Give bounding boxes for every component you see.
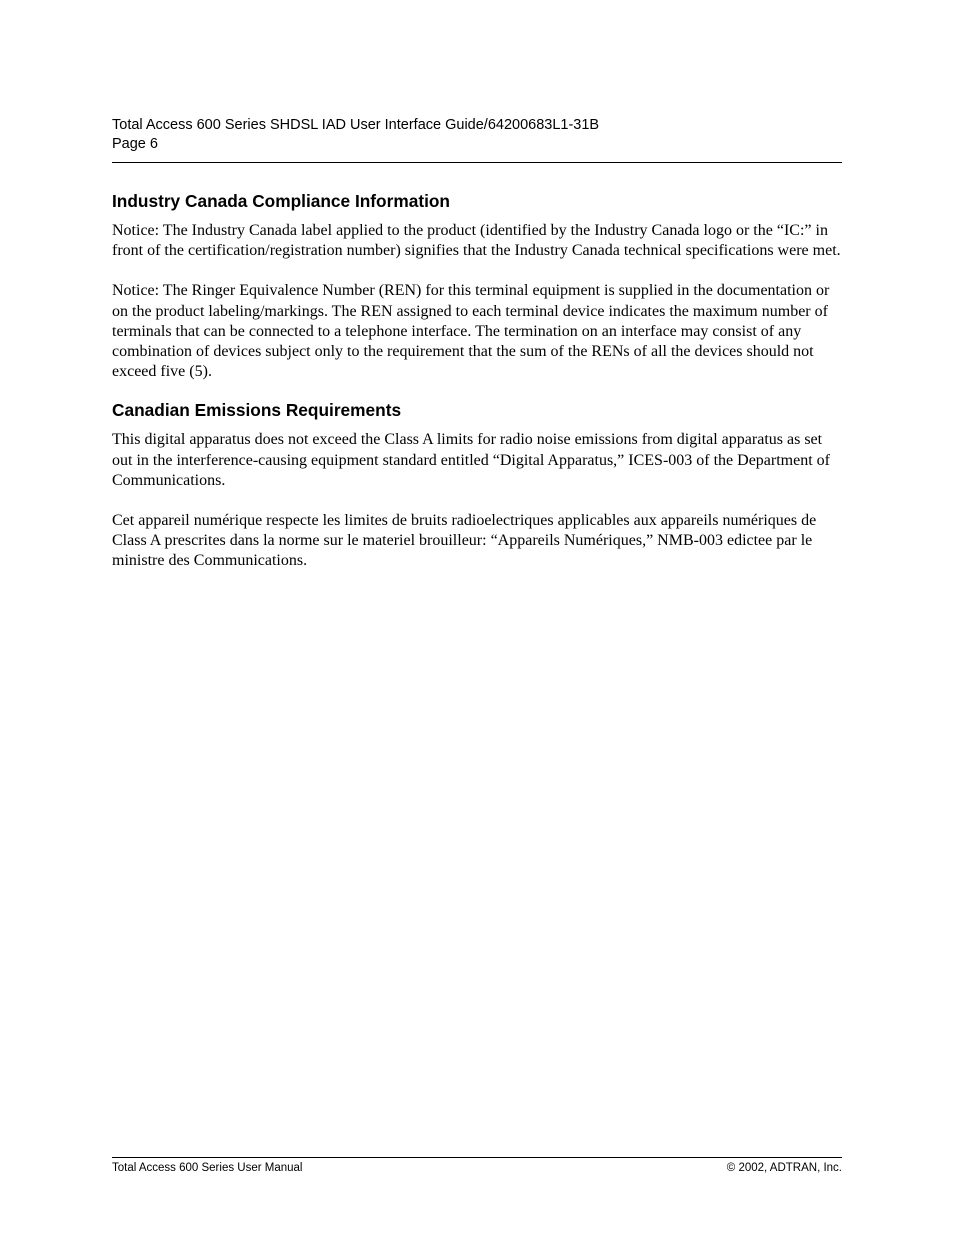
document-title: Total Access 600 Series SHDSL IAD User Interface Guide/64200683L1-31B [112,117,600,133]
paragraph: Notice: The Industry Canada label applied to the product (identified by the Industry Canada logo or the “IC:” in front of the certification/registration number) signifies that the Industry Canada technical specifications were met. [112,222,841,260]
page-content [112,190,844,592]
page-number: Page 6 [112,136,158,152]
page-header [112,116,842,154]
footer-manual-title: Total Access 600 Series User Manual [112,1162,303,1174]
paragraph: Notice: The Ringer Equivalence Number (REN) for this terminal equipment is supplied in the documentation or on the product labeling/markings. The REN assigned to each terminal device indicates the maximum number of terminals that can be connected to a telephone interface. The termination on an interface may consist of any combination of devices subject only to the requirement that the sum of the RENs of all the devices should not exceed five (5). [112,282,830,381]
section-industry-canada-compliance [112,190,844,382]
section-canadian-emissions-requirements [112,399,844,571]
page-footer [112,1161,842,1175]
paragraph: Cet appareil numérique respecte les limites de bruits radioelectriques applicables aux appareils numériques de Class A prescrites dans la norme sur le materiel brouilleur: “Appareils Numériques,” NMB-003 edictee par le ministre des Communications. [112,512,817,570]
section-heading: Canadian Emissions Requirements [112,400,402,421]
header-divider [112,162,842,163]
paragraph: This digital apparatus does not exceed the Class A limits for radio noise emissions from digital apparatus as set out in the interference-causing equipment standard entitled “Digital Apparatus,” ICES-003 of the Department of Communications. [112,431,830,489]
footer-divider [112,1157,842,1158]
footer-copyright: © 2002, ADTRAN, Inc. [726,1162,842,1174]
section-heading: Industry Canada Compliance Information [112,191,450,211]
